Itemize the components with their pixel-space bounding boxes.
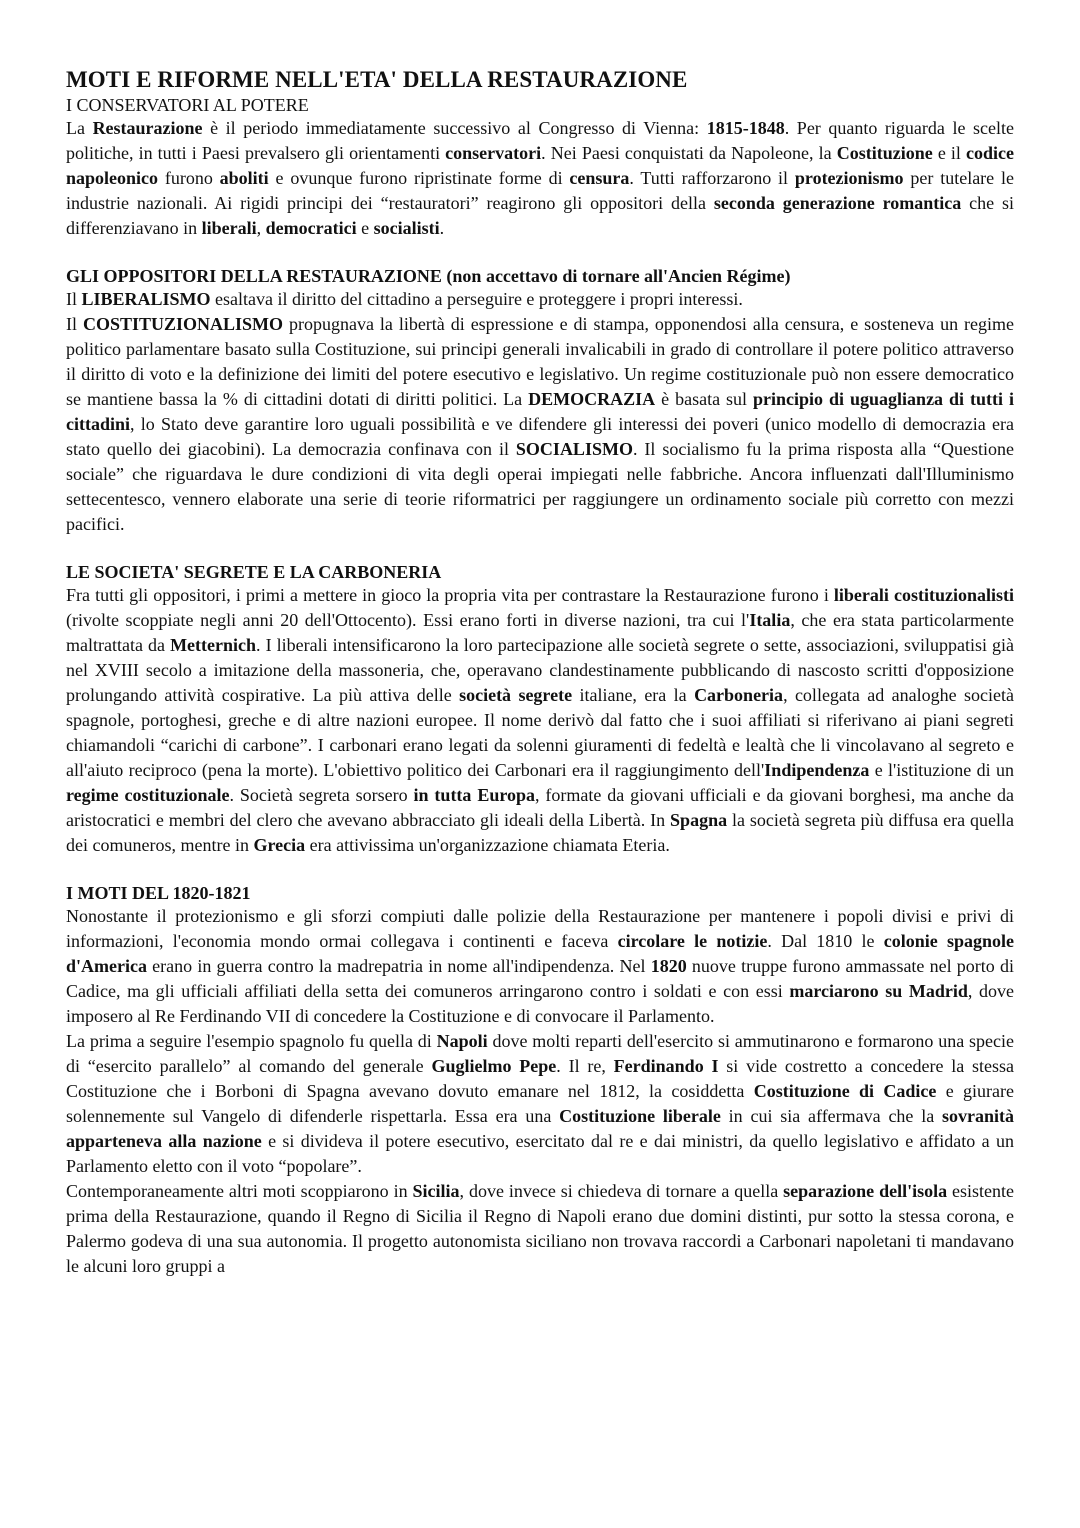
bold-term: società segrete	[459, 685, 573, 705]
document-subtitle: I CONSERVATORI AL POTERE	[66, 95, 309, 115]
bold-term: Costituzione liberale	[559, 1106, 721, 1126]
bold-term: Ferdinando I	[613, 1056, 719, 1076]
section-heading: I MOTI DEL 1820-1821	[66, 883, 251, 903]
text-run: . Tutti rafforzarono il	[629, 168, 795, 188]
bold-term: Carboneria	[694, 685, 784, 705]
bold-term: sovranità apparteneva alla nazione	[66, 1106, 1014, 1151]
text-run: , lo Stato deve garantire loro uguali possibilità e ve difendere gli interessi dei poveri (unico modello di democrazia era stato quello dei giacobini). La democrazia confinava con il	[66, 414, 1014, 459]
text-run: dove molti reparti dell'esercito si ammutinarono e formarono una specie di “esercito parallelo” al comando del generale	[66, 1031, 1014, 1076]
paragraph	[66, 1179, 1014, 1279]
text-run: , che era stata particolarmente maltrattata da	[66, 610, 1014, 655]
bold-term: Costituzione	[836, 143, 933, 163]
bold-term: Indipendenza	[764, 760, 870, 780]
text-run: . Dal 1810 le	[767, 931, 884, 951]
text-run: Contemporaneamente altri moti scoppiarono in	[66, 1181, 413, 1201]
document-body	[66, 116, 1014, 1279]
bold-term: 1820	[650, 956, 687, 976]
text-run: Il	[66, 314, 83, 334]
bold-term: Italia	[749, 610, 791, 630]
bold-term: circolare le notizie	[617, 931, 768, 951]
text-run: , collegata ad analoghe società spagnole, portoghesi, greche e di altre nazioni europee. Il nome derivò dal fatto che i suoi affiliati si riferivano ai piani segreti chiamandoli “carichi di carbone”. I carbonari erano legati da solenni giuramenti di fedeltà e lealtà che li vincolavano al segreto e all'aiuto reciproco (pena la morte). L'obiettivo politico dei Carbonari era il raggiungimento dell'	[66, 685, 1014, 780]
bold-term: DEMOCRAZIA	[528, 389, 656, 409]
text-run: (rivolte scoppiate negli anni 20 dell'Ottocento). Essi erano forti in diverse nazioni, tra cui l'	[66, 610, 750, 630]
bold-term: Metternich	[170, 635, 257, 655]
paragraph	[66, 312, 1014, 537]
text-run: . Il socialismo fu la prima risposta alla “Questione sociale” che riguardava le dure condizioni di vita degli operai impiegati nelle fabbriche. Ancora influenzati dall'Illuminismo settecentesco, vennero elaborate una serie di teorie riformatrici per raggiungere un ordinamento sociale più corretto con mezzi pacifici.	[66, 439, 1014, 534]
text-run: La prima a seguire l'esempio spagnolo fu quella di	[66, 1031, 437, 1051]
text-run: era attivissima un'organizzazione chiamata Eteria.	[305, 835, 670, 855]
text-run: furono	[158, 168, 220, 188]
bold-term: Sicilia	[412, 1181, 460, 1201]
paragraph	[66, 116, 1014, 241]
document-title: MOTI E RIFORME NELL'ETA' DELLA RESTAURAZIONE	[66, 67, 688, 92]
bold-term: liberali costituzionalisti	[833, 585, 1014, 605]
bold-term: regime costituzionale	[66, 785, 230, 805]
text-run: e giurare solennemente sul Vangelo di difenderle rispettarla. Essa era una	[66, 1081, 1015, 1126]
bold-term: Spagna	[670, 810, 728, 830]
section	[66, 265, 1014, 537]
text-run: e ovunque furono ripristinate forme di	[268, 168, 570, 188]
paragraph	[66, 287, 1014, 312]
paragraph	[66, 583, 1014, 858]
bold-term: conservatori	[445, 143, 542, 163]
bold-term: Guglielmo Pepe	[431, 1056, 557, 1076]
text-run: in cui sia affermava che la	[720, 1106, 942, 1126]
bold-term: COSTITUZIONALISMO	[82, 314, 284, 334]
section	[66, 561, 1014, 858]
bold-term: colonie spagnole d'America	[66, 931, 1015, 976]
text-run: . Per quanto riguarda le scelte politiche, in tutti i Paesi prevalsero gli orientamenti	[66, 118, 1015, 163]
text-run: e	[356, 218, 374, 238]
text-run: è il periodo immediatamente successivo al Congresso di Vienna:	[202, 118, 707, 138]
section	[66, 882, 1014, 1279]
bold-term: separazione dell'isola	[783, 1181, 948, 1201]
paragraph	[66, 904, 1014, 1029]
text-run: .	[439, 218, 445, 238]
text-run: Fra tutti gli oppositori, i primi a mettere in gioco la propria vita per contrastare la Restaurazione furono i	[66, 585, 834, 605]
text-run: erano in guerra contro la madrepatria in nome all'indipendenza. Nel	[146, 956, 651, 976]
text-run: e si divideva il potere esecutivo, esercitato dal re e dai ministri, da quello legislativo e affidato a un Parlamento eletto con il voto “popolare”.	[66, 1131, 1014, 1176]
text-run: e il	[932, 143, 967, 163]
text-run: . Il re,	[556, 1056, 614, 1076]
bold-term: codice napoleonico	[66, 143, 1014, 188]
section-heading: GLI OPPOSITORI DELLA RESTAURAZIONE (non accettavo di tornare all'Ancien Régime)	[66, 266, 791, 286]
bold-term: democratici	[265, 218, 357, 238]
bold-term: in tutta Europa	[413, 785, 536, 805]
text-run: . Nei Paesi conquistati da Napoleone, la	[541, 143, 837, 163]
paragraph	[66, 1029, 1014, 1179]
bold-term: SOCIALISMO	[515, 439, 633, 459]
bold-term: seconda generazione romantica	[713, 193, 962, 213]
text-run: , dove invece si chiedeva di tornare a quella	[459, 1181, 784, 1201]
text-run: esaltava il diritto del cittadino a perseguire e proteggere i propri interessi.	[210, 289, 743, 309]
text-run: , dove imposero al Re Ferdinando VII di concedere la Costituzione e di convocare il Parlamento.	[66, 981, 1014, 1026]
text-run: Il	[66, 289, 82, 309]
text-run: , formate da giovani ufficiali e da giovani borghesi, ma anche da aristocratici e membri del clero che avevano abbracciato gli ideali della Libertà. In	[66, 785, 1014, 830]
section-heading: LE SOCIETA' SEGRETE E LA CARBONERIA	[66, 562, 442, 582]
text-run: La	[66, 118, 93, 138]
bold-term: liberali	[201, 218, 257, 238]
bold-term: principio di uguaglianza di tutti i cittadini	[66, 389, 1014, 434]
bold-term: censura	[569, 168, 630, 188]
text-run: . I liberali intensificarono la loro partecipazione alle società segrete o sette, associazioni, sviluppatisi già nel XVIII secolo a imitazione della massoneria, che, operavano clandestinamente pubblicando di nascosto scritti d'opposizione prolungando attività cospirative. La più attiva delle	[66, 635, 1014, 705]
text-run: Nonostante il protezionismo e gli sforzi compiuti dalle polizie della Restaurazione per mantenere i popoli divisi e privi di informazioni, l'economia mondo ormai collegava i continenti e faceva	[66, 906, 1014, 951]
bold-term: marciarono su Madrid	[789, 981, 968, 1001]
text-run: esistente prima della Restaurazione, quando il Regno di Sicilia il Regno di Napoli erano due domini distinti, pur sotto la stessa corona, e Palermo godeva di una sua autonomia. Il progetto autonomista siciliano non trovava raccordi a Carbonari napoletani ti mandavano le alcuni loro gruppi a	[66, 1181, 1014, 1276]
text-run: italiane, era la	[572, 685, 695, 705]
bold-term: Restaurazione	[92, 118, 203, 138]
bold-term: protezionismo	[794, 168, 904, 188]
section	[66, 116, 1014, 241]
text-run: e l'istituzione di un	[869, 760, 1014, 780]
text-run: nuove truppe furono ammassate nel porto di Cadice, ma gli ufficiali affiliati della setta dei comuneros arringarono contro i soldati e con essi	[66, 956, 1015, 1001]
text-run: la società segreta più diffusa era quella dei comuneros, mentre in	[66, 810, 1015, 855]
text-run: . Società segreta sorsero	[229, 785, 414, 805]
bold-term: socialisti	[373, 218, 440, 238]
text-run: per tutelare le industrie nazionali. Ai rigidi principi dei “restauratori” reagirono gli oppositori della	[66, 168, 1014, 213]
text-run: propugnava la libertà di espressione e di stampa, opponendosi alla censura, e sosteneva un regime politico parlamentare basato sulla Costituzione, sui principi generali invalicabili in grado di controllare il potere politico attraverso il diritto di voto e la definizione dei limiti del potere esecutivo e legislativo. Un regime costituzionale può non essere democratico se mantiene bassa la % di cittadini dotati di diritti politici. La	[66, 314, 1015, 409]
text-run: si vide costretto a concedere la stessa Costituzione che i Borboni di Spagna avevano dovuto emanare nel 1812, la cosiddetta	[66, 1056, 1015, 1101]
text-run: ,	[256, 218, 266, 238]
text-run: che si differenziavano in	[66, 193, 1014, 238]
bold-term: LIBERALISMO	[81, 289, 211, 309]
bold-term: Napoli	[436, 1031, 488, 1051]
text-run: è basata sul	[655, 389, 754, 409]
bold-term: Costituzione di Cadice	[753, 1081, 937, 1101]
bold-term: 1815-1848	[706, 118, 785, 138]
bold-term: Grecia	[253, 835, 306, 855]
bold-term: aboliti	[219, 168, 269, 188]
